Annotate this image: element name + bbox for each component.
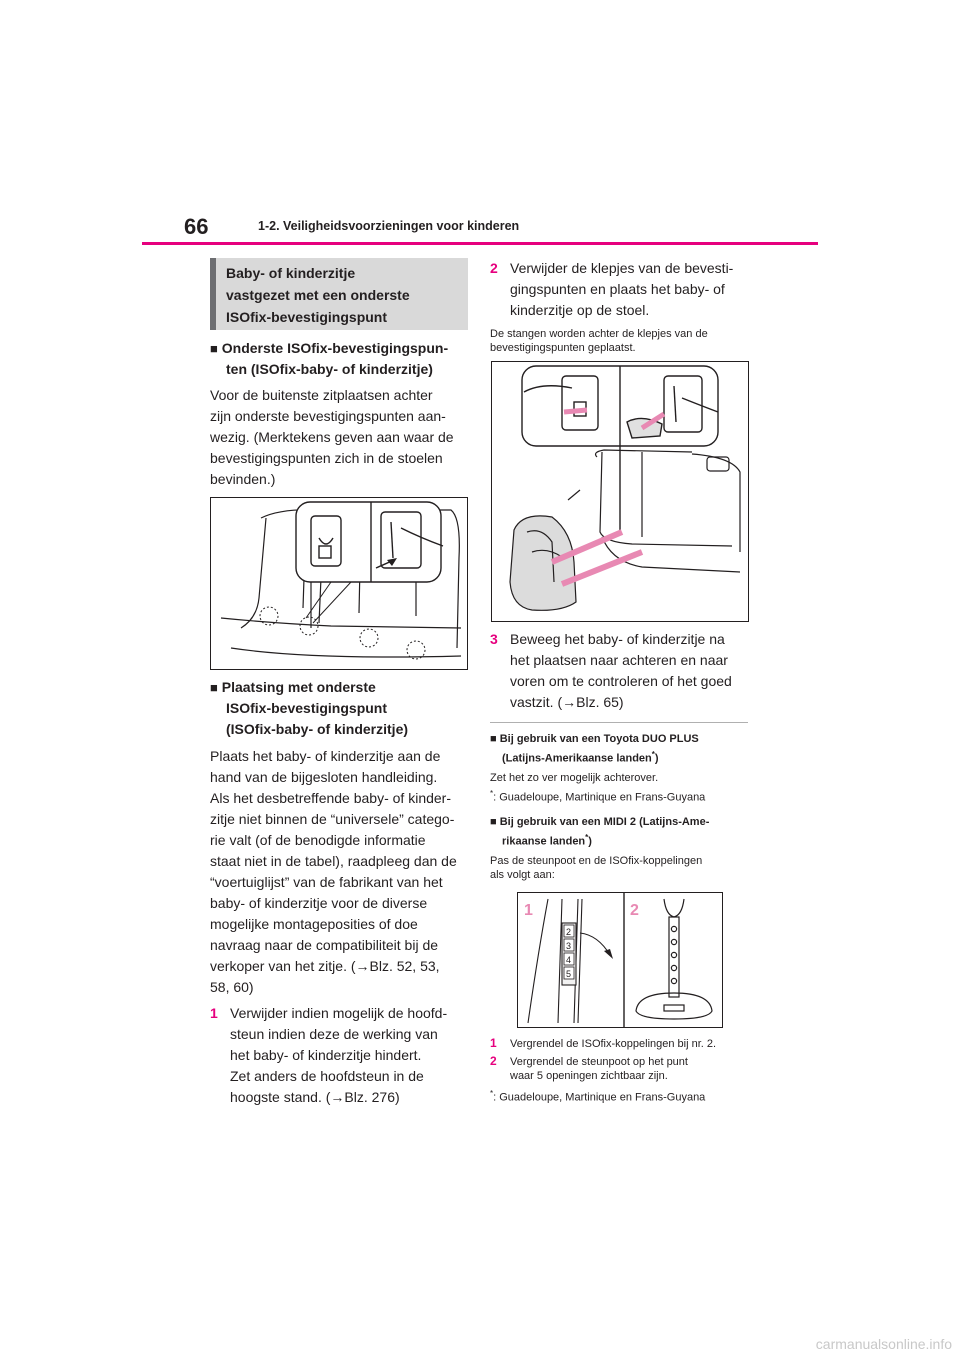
square-bullet-icon: ■ — [490, 733, 497, 745]
section-title-line: Baby- of kinderzitje — [226, 265, 356, 281]
left-column — [210, 338, 472, 490]
isofix-seat-figure — [210, 497, 468, 670]
step-1: 1 Verwijder indien mogelijk de hoofd- steun indien deze de werking van het baby- of kinderzitje hindert. Zet anders de hoofdsteun in de hoogste stand. (→Blz. 276) — [210, 1005, 448, 1105]
header-rule — [142, 242, 818, 245]
legend-item-2: 2 Vergrendel de steunpoot op het punt waar 5 openingen zichtbaar zijn. — [490, 1054, 688, 1082]
section-divider — [490, 722, 748, 723]
page-number: 66 — [184, 214, 209, 239]
step-number: 3 — [490, 631, 498, 647]
footnote: *: Guadeloupe, Martinique en Frans-Guyana — [490, 788, 706, 804]
block1-title: ■ Onderste ISOfix-bevestigingspun- ten (ISOfix-baby- of kinderzitje) — [210, 340, 449, 377]
notch-number: 2 — [566, 927, 572, 937]
legend-item-1: 1 Vergrendel de ISOfix-koppelingen bij nr. 2. — [490, 1036, 717, 1050]
notch-number: 5 — [566, 969, 572, 979]
section-title-box — [210, 258, 468, 330]
duo-plus-body: Zet het zo ver mogelijk achterover. — [490, 771, 659, 784]
rear-seat-illustration — [211, 498, 467, 669]
right-column — [490, 258, 752, 355]
step-2: 2 Verwijder de klepjes van de bevesti- gingspunten en plaats het baby- of kinderzitje op de stoel. — [490, 260, 734, 318]
figure-label-2: 2 — [630, 902, 639, 919]
left-column-lower — [210, 677, 472, 1108]
step-2-note: De stangen worden achter de klepjes van de bevestigingspunten geplaatst. — [490, 328, 708, 354]
square-bullet-icon: ■ — [210, 680, 218, 695]
figure-legend — [490, 1036, 752, 1105]
block1-body: Voor de buitenste zitplaatsen achter zijn onderste bevestigingspunten aan- wezig. (Merktekens geven aan waar de bevestigingspunten zich in de stoelen bevinden.) — [210, 387, 454, 487]
midi-2-body: Pas de steunpoot en de ISOfix-koppelingen als volgt aan: — [490, 854, 703, 881]
chapter-title: 1-2. Veiligheidsvoorzieningen voor kinderen — [258, 219, 520, 233]
figure-label-1: 1 — [524, 902, 533, 919]
notch-number: 3 — [566, 941, 572, 951]
block2-title: ■ Plaatsing met onderste ISOfix-bevestigingspunt (ISOfix-baby- of kinderzitje) — [210, 679, 409, 737]
step-3: 3 Beweeg het baby- of kinderzitje na het plaatsen naar achteren en naar voren om te controleren of het goed vastzit. (→Blz. 65) — [490, 631, 732, 710]
right-column-mid — [490, 629, 752, 713]
duo-plus-title: ■ Bij gebruik van een Toyota DUO PLUS (Latijns-Amerikaanse landen*) — [490, 733, 699, 765]
footnote: *: Guadeloupe, Martinique en Frans-Guyana — [490, 1089, 706, 1104]
notch-number: 4 — [566, 955, 572, 965]
block2-body: Plaats het baby- of kinderzitje aan de hand van de bijgesloten handleiding. Als het desbetreffende baby- of kinder- zitje niet binnen de “universele” catego- rie valt (of de benodigde informatie staat niet in de tabel), raadpleeg dan de “voertuiglijst” van de fabrikant van het baby- of kinderzitje voor de diverse mogelijke montageposities of doe navraag naar de compatibiliteit bij de verkoper van het zitje. (→Blz. 52, 53, 58, 60) — [210, 748, 457, 995]
section-title-line: vastgezet met een onderste — [226, 287, 410, 303]
right-column-notes — [490, 731, 752, 882]
watermark: carmanualsonline.info — [815, 1336, 952, 1352]
section-title-line: ISOfix-bevestigingspunt — [226, 309, 388, 325]
child-seat-illustration — [492, 362, 748, 621]
midi-2-title: ■ Bij gebruik van een MIDI 2 (Latijns-Ame- rikaanse landen*) — [490, 816, 710, 848]
midi-2-illustration — [518, 893, 722, 1027]
step-number: 2 — [490, 260, 498, 276]
square-bullet-icon: ■ — [210, 341, 218, 356]
step-number: 1 — [210, 1005, 218, 1021]
child-seat-placement-figure — [491, 361, 749, 622]
midi-2-adjustment-figure — [517, 892, 723, 1028]
square-bullet-icon: ■ — [490, 816, 497, 829]
